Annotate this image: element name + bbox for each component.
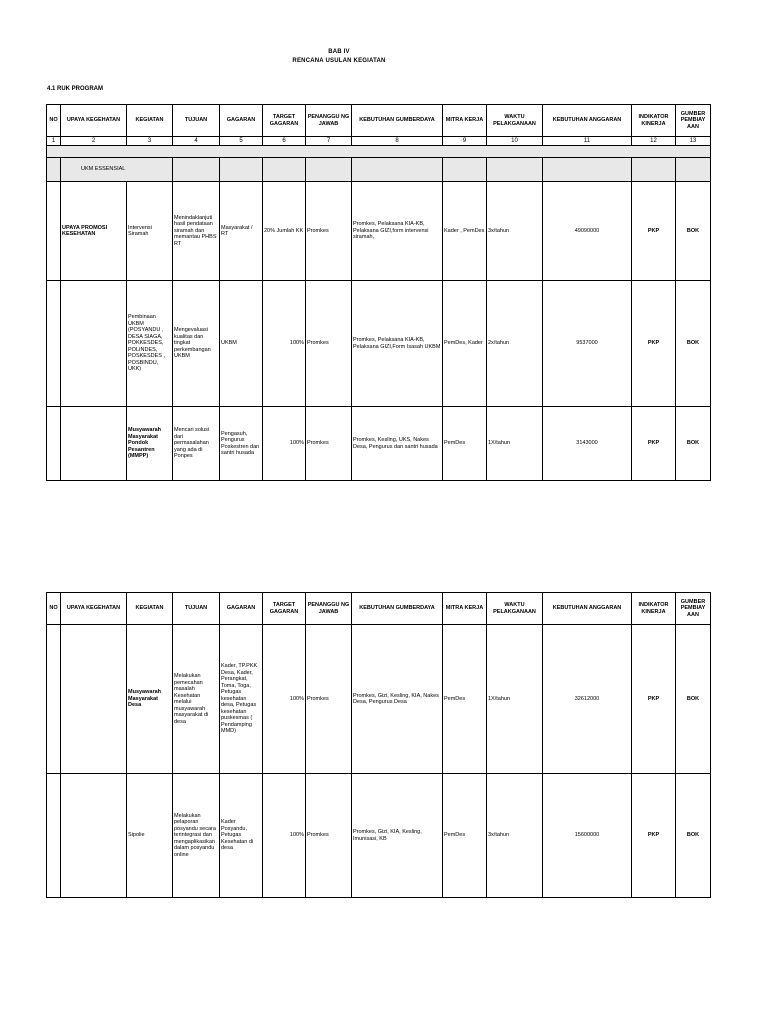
cell-sumber: BOK — [676, 407, 711, 481]
col-number: 11 — [543, 137, 632, 146]
table-row — [47, 625, 711, 774]
cell-sasaran: Kader, TP.PKK Desa, Kader, Perangkat, Toma, Toga, Petugas kesehatan desa, Petugas kesehatan puskesmas ( Pendamping MMD) — [220, 625, 263, 774]
cell-indikator: PKP — [632, 182, 676, 281]
cell-kebutuhan: Promkes, Gizi, KIA, Kesling, Imunisasi, KB — [352, 774, 443, 898]
col-header: TUJUAN — [173, 593, 220, 625]
cell-mitra: Kader , PemDes — [443, 182, 487, 281]
cell-indikator: PKP — [632, 281, 676, 407]
cell-target: 100% — [263, 625, 306, 774]
col-number: 12 — [632, 137, 676, 146]
col-number: 6 — [263, 137, 306, 146]
chapter-label: BAB IV — [328, 49, 350, 55]
column-number-row — [47, 137, 711, 146]
col-header: GAGARAN — [220, 105, 263, 137]
cell-sumber: BOK — [676, 625, 711, 774]
cell-penanggung: Promkes — [306, 281, 352, 407]
cell-anggaran: 9537000 — [543, 281, 632, 407]
cell-penanggung: Promkes — [306, 625, 352, 774]
cell-upaya — [61, 407, 127, 481]
col-header: KEBUTUHAN GUMBERDAYA — [352, 593, 443, 625]
cell-target: 100% — [263, 407, 306, 481]
cell-kebutuhan: Promkes, Pelaksana KIA-KB, Pelaksana GIZI,form intervensi siramah, — [352, 182, 443, 281]
col-header: GUMBER PEMBIAY AAN — [676, 105, 711, 137]
cell-anggaran: 3143000 — [543, 407, 632, 481]
col-number: 7 — [306, 137, 352, 146]
col-header: MITRA KERJA — [443, 105, 487, 137]
cell-sasaran: UKBM — [220, 281, 263, 407]
col-number: 1 — [47, 137, 61, 146]
cell-waktu: 1X/tahun — [487, 625, 543, 774]
cell-upaya — [61, 281, 127, 407]
header-row — [47, 105, 711, 137]
cell-anggaran: 15600000 — [543, 774, 632, 898]
col-header: WAKTU PELAKGANAAN — [487, 593, 543, 625]
cell-tujuan: Melakukan pelaporan posyandu secara terintegrasi dan mengaplikasikan dalam posyandu online — [173, 774, 220, 898]
cell-sasaran: Masyarakat / RT — [220, 182, 263, 281]
category-label: UKM ESSENSIAL — [61, 158, 173, 182]
col-number: 13 — [676, 137, 711, 146]
col-header: MITRA KERJA — [443, 593, 487, 625]
cell-sumber: BOK — [676, 774, 711, 898]
col-header: UPAYA KEGEHATAN — [61, 105, 127, 137]
ruk-table-2 — [46, 592, 711, 898]
col-header: NO — [47, 105, 61, 137]
cell-mitra: PemDes — [443, 407, 487, 481]
col-header: PENANGGU NG JAWAB — [306, 593, 352, 625]
col-number: 4 — [173, 137, 220, 146]
col-number: 3 — [127, 137, 173, 146]
cell-kebutuhan: Promkes, Kesling, UKS, Nakes Desa, Pengurus dan santri husada — [352, 407, 443, 481]
cell-tujuan: Mengevaluasi kualitas dan tingkat perkembangan UKBM — [173, 281, 220, 407]
cell-indikator: PKP — [632, 625, 676, 774]
cell-tujuan: Melakukan pemecahan masalah Kesehatan melalui musyawarah masyarakat di desa — [173, 625, 220, 774]
cell-kegiatan: Sipolie — [127, 774, 173, 898]
col-number: 8 — [352, 137, 443, 146]
col-header: TARGET GAGARAN — [263, 593, 306, 625]
cell-kegiatan: Musyawarah Masyarakat Desa — [127, 625, 173, 774]
cell-mitra: PemDes — [443, 774, 487, 898]
cell-indikator: PKP — [632, 774, 676, 898]
cell-mitra: PemDes — [443, 625, 487, 774]
cell-kegiatan: Intervensi Siramah — [127, 182, 173, 281]
section-heading: 4.1 RUK PROGRAM — [47, 86, 104, 92]
cell-sasaran: Kader Posyandu, Petugas Kesehatan di desa — [220, 774, 263, 898]
cell-tujuan: Mencari solusi dari permasalahan yang ada di Ponpes — [173, 407, 220, 481]
cell-kebutuhan: Promkes, Pelaksana KIA-KB, Pelaksana GIZI,Form Isasah UKBM — [352, 281, 443, 407]
cell-penanggung: Promkes — [306, 182, 352, 281]
cell-sumber: BOK — [676, 182, 711, 281]
cell-anggaran: 49090000 — [543, 182, 632, 281]
cell-waktu: 1X/tahun — [487, 407, 543, 481]
cell-upaya: UPAYA PROMOSI KESEHATAN — [61, 182, 127, 281]
table-row — [47, 281, 711, 407]
cell-waktu: 3x/tahun — [487, 774, 543, 898]
cell-sumber: BOK — [676, 281, 711, 407]
col-header: TUJUAN — [173, 105, 220, 137]
col-number: 9 — [443, 137, 487, 146]
cell-target: 100% — [263, 774, 306, 898]
col-header: TARGET GAGARAN — [263, 105, 306, 137]
cell-waktu: 3x/tahun — [487, 182, 543, 281]
col-header: KEBUTUHAN ANGGARAN — [543, 105, 632, 137]
col-header: WAKTU PELAKGANAAN — [487, 105, 543, 137]
cell-kebutuhan: Promkes, Gizi, Kesling, KIA, Nakes Desa, Pengurus Desa — [352, 625, 443, 774]
col-number: 5 — [220, 137, 263, 146]
col-header: PENANGGU NG JAWAB — [306, 105, 352, 137]
table-row — [47, 774, 711, 898]
col-header: GAGARAN — [220, 593, 263, 625]
table-row — [47, 182, 711, 281]
table-row — [47, 407, 711, 481]
cell-penanggung: Promkes — [306, 774, 352, 898]
cell-anggaran: 32612000 — [543, 625, 632, 774]
cell-target: 20% Jumlah KK — [263, 182, 306, 281]
cell-penanggung: Promkes — [306, 407, 352, 481]
cell-tujuan: Menindaklanjuti hasil pendataan siramah dan memantau PHBS RT — [173, 182, 220, 281]
spacer-row — [47, 146, 711, 158]
col-header: KEGIATAN — [127, 593, 173, 625]
cell-waktu: 2x/tahun — [487, 281, 543, 407]
col-header: KEBUTUHAN ANGGARAN — [543, 593, 632, 625]
col-header: NO — [47, 593, 61, 625]
col-number: 10 — [487, 137, 543, 146]
category-row — [47, 158, 711, 182]
cell-mitra: PemDes, Kader — [443, 281, 487, 407]
col-number: 2 — [61, 137, 127, 146]
cell-kegiatan: Musyawarah Masyarakat Pondok Pesantren (MMPP) — [127, 407, 173, 481]
col-header: GUMBER PEMBIAY AAN — [676, 593, 711, 625]
page-title: RENCANA USULAN KEGIATAN — [292, 58, 386, 64]
cell-upaya — [61, 625, 127, 774]
col-header: KEGIATAN — [127, 105, 173, 137]
ruk-table-1 — [46, 104, 711, 481]
cell-target: 100% — [263, 281, 306, 407]
cell-upaya — [61, 774, 127, 898]
col-header: INDIKATOR KINERJA — [632, 105, 676, 137]
header-row — [47, 593, 711, 625]
col-header: KEBUTUHAN GUMBERDAYA — [352, 105, 443, 137]
cell-indikator: PKP — [632, 407, 676, 481]
col-header: UPAYA KEGEHATAN — [61, 593, 127, 625]
cell-sasaran: Pengasuh, Pengurus Poskestren dan santri husada — [220, 407, 263, 481]
col-header: INDIKATOR KINERJA — [632, 593, 676, 625]
cell-kegiatan: Pembinaan UKBM (POSYANDU , DESA SIAGA, POKKESDES, POLINDES, POSKESDES , POSBINDU, UKK) — [127, 281, 173, 407]
